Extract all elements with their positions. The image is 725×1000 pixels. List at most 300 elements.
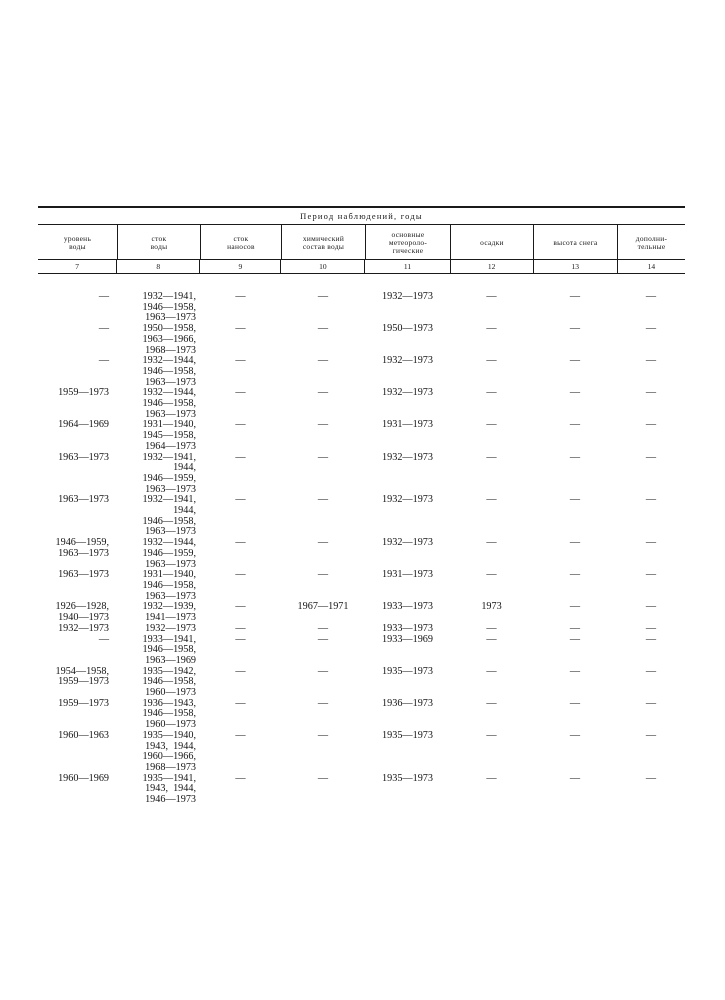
- table-cell: [450, 356, 533, 388]
- table-cell: [281, 570, 365, 602]
- cell-line: 1935—1973: [382, 729, 433, 741]
- cell-line: —: [645, 729, 657, 741]
- cell-line: 1940—1973: [58, 612, 109, 624]
- cell-line: 1967—1971: [297, 601, 349, 613]
- cell-line: 1964—1969: [58, 419, 109, 431]
- cell-line: 1959—1973: [58, 387, 109, 399]
- table-cell: [533, 388, 617, 420]
- table-cell: [365, 774, 450, 806]
- cell-line: 1932—1941,: [142, 494, 196, 506]
- header-sediment-discharge: [200, 225, 281, 259]
- header-text: химический состав воды: [302, 233, 345, 251]
- cell-line: —: [569, 537, 581, 549]
- cell-line: —: [317, 697, 329, 709]
- header-text: сток наносов: [227, 233, 255, 251]
- table-row: [38, 453, 685, 496]
- cell-line: 1963—1973: [58, 451, 109, 463]
- cell-line: —: [645, 537, 657, 549]
- cell-line: 1931—1973: [382, 419, 433, 431]
- cell-line: —: [235, 697, 246, 709]
- cell-line: 1959—1973: [58, 676, 109, 688]
- cell-line: —: [569, 569, 581, 581]
- cell-line: 1931—1940,: [142, 419, 196, 431]
- table-cell: [450, 420, 533, 452]
- table-cell: [117, 699, 200, 731]
- table-cell: [117, 731, 200, 774]
- cell-line: 1960—1973: [145, 687, 196, 699]
- header-text: основные метеороло- гические: [388, 229, 428, 256]
- cell-line: 1933—1973: [382, 622, 433, 634]
- cell-line: —: [235, 494, 246, 506]
- cell-line: 1963—1966,: [142, 333, 196, 345]
- cell-line: —: [569, 633, 581, 645]
- table-cell: [450, 774, 533, 806]
- cell-line: 1968—1973: [145, 761, 196, 773]
- table-cell: [281, 624, 365, 635]
- column-number: 9: [199, 260, 280, 273]
- cell-line: —: [98, 633, 109, 645]
- cell-line: —: [486, 729, 497, 741]
- cell-line: 1932—1944,: [142, 387, 196, 399]
- table-cell: [533, 570, 617, 602]
- table-cell: [38, 731, 117, 774]
- table-cell: [533, 635, 617, 667]
- table-cell: [617, 570, 685, 602]
- cell-line: 1963—1973: [58, 569, 109, 581]
- cell-line: 1963—1973: [145, 526, 196, 538]
- cell-line: —: [317, 419, 329, 431]
- table-cell: [200, 774, 281, 806]
- cell-line: —: [98, 323, 109, 335]
- cell-line: —: [317, 494, 329, 506]
- cell-line: —: [569, 291, 581, 302]
- header-text: сток воды: [150, 233, 168, 251]
- cell-line: 1943, 1944,: [145, 740, 196, 752]
- table-cell: [450, 538, 533, 570]
- cell-line: 1933—1973: [382, 601, 433, 613]
- cell-line: —: [569, 729, 581, 741]
- table-cell: [617, 667, 685, 699]
- table-cell: [450, 699, 533, 731]
- table-row: [38, 774, 685, 806]
- cell-line: 1932—1941,: [142, 291, 196, 302]
- cell-line: 1946—1959,: [55, 537, 109, 549]
- table-cell: [450, 602, 533, 623]
- cell-line: —: [486, 633, 497, 645]
- cell-line: 1963—1969: [145, 654, 196, 666]
- cell-line: —: [235, 451, 246, 463]
- table-cell: [533, 324, 617, 356]
- cell-line: 1960—1969: [58, 772, 109, 784]
- table-cell: [117, 292, 200, 324]
- cell-line: 1968—1973: [145, 344, 196, 356]
- header-precipitation: [450, 225, 533, 259]
- header-text: дополни- тельные: [635, 233, 668, 251]
- column-number: 8: [116, 260, 199, 273]
- cell-line: —: [486, 622, 497, 634]
- table-cell: [533, 538, 617, 570]
- cell-line: —: [486, 665, 497, 677]
- cell-line: 1944,: [173, 505, 196, 517]
- cell-line: —: [98, 291, 109, 302]
- cell-line: —: [645, 291, 657, 302]
- table-cell: [281, 774, 365, 806]
- header-water-discharge: [117, 225, 200, 259]
- cell-line: —: [486, 323, 497, 335]
- cell-line: —: [317, 355, 329, 367]
- table-cell: [281, 731, 365, 774]
- table-cell: [117, 570, 200, 602]
- table-cell: [200, 388, 281, 420]
- table-cell: [281, 292, 365, 324]
- table-cell: [117, 774, 200, 806]
- cell-line: 1935—1940,: [142, 729, 196, 741]
- table-row: [38, 538, 685, 570]
- table-row: [38, 292, 685, 324]
- column-headers: [38, 225, 685, 260]
- cell-line: —: [486, 537, 497, 549]
- table-cell: [450, 667, 533, 699]
- table-cell: [117, 495, 200, 538]
- cell-line: 1946—1958,: [142, 301, 196, 313]
- table-cell: [200, 624, 281, 635]
- cell-line: —: [235, 622, 246, 634]
- table-cell: [200, 538, 281, 570]
- cell-line: —: [486, 451, 497, 463]
- table-cell: [450, 570, 533, 602]
- table-cell: [450, 324, 533, 356]
- table-cell: [38, 774, 117, 806]
- table-row: [38, 495, 685, 538]
- header-text: осадки: [480, 237, 504, 247]
- cell-line: —: [235, 291, 246, 302]
- table-cell: [617, 635, 685, 667]
- table-row: [38, 699, 685, 731]
- cell-line: —: [645, 697, 657, 709]
- cell-line: —: [486, 291, 497, 302]
- cell-line: 1946—1973: [145, 794, 196, 806]
- table-row: [38, 356, 685, 388]
- table-row: [38, 624, 685, 635]
- table-cell: [365, 324, 450, 356]
- table-cell: [38, 538, 117, 570]
- table-cell: [200, 602, 281, 623]
- table-cell: [38, 388, 117, 420]
- table-cell: [38, 570, 117, 602]
- table-cell: [117, 356, 200, 388]
- table-cell: [281, 495, 365, 538]
- cell-line: —: [645, 622, 657, 634]
- cell-line: 1931—1973: [382, 569, 433, 581]
- table-cell: [617, 774, 685, 806]
- table-cell: [38, 624, 117, 635]
- table-cell: [200, 356, 281, 388]
- table-row: [38, 570, 685, 602]
- cell-line: 1932—1944,: [142, 537, 196, 549]
- table-cell: [281, 602, 365, 623]
- table-cell: [450, 388, 533, 420]
- column-number: 7: [75, 262, 79, 271]
- cell-line: —: [317, 729, 329, 741]
- table-cell: [533, 602, 617, 623]
- cell-line: —: [645, 665, 657, 677]
- cell-line: 1963—1973: [58, 547, 109, 559]
- header-water-level: [38, 225, 117, 259]
- header-meteorological: [365, 225, 450, 259]
- cell-line: 1932—1941,: [142, 451, 196, 463]
- table-cell: [281, 324, 365, 356]
- table-cell: [38, 324, 117, 356]
- cell-line: —: [645, 451, 657, 463]
- cell-line: —: [645, 387, 657, 399]
- cell-line: —: [235, 419, 246, 431]
- table-cell: [450, 731, 533, 774]
- table-cell: [200, 699, 281, 731]
- cell-line: 1946—1958,: [142, 515, 196, 527]
- cell-line: 1936—1973: [382, 697, 433, 709]
- table-cell: [117, 602, 200, 623]
- cell-line: 1946—1958,: [142, 644, 196, 656]
- table-cell: [365, 699, 450, 731]
- table-cell: [281, 667, 365, 699]
- table-cell: [533, 420, 617, 452]
- table-cell: [617, 292, 685, 324]
- table-cell: [365, 602, 450, 623]
- cell-line: 1935—1942,: [142, 665, 196, 677]
- table-cell: [38, 602, 117, 623]
- cell-line: 1945—1958,: [142, 430, 196, 442]
- cell-line: 1954—1958,: [55, 665, 109, 677]
- table-cell: [533, 774, 617, 806]
- table-cell: [617, 356, 685, 388]
- table-cell: [117, 324, 200, 356]
- table-cell: [365, 292, 450, 324]
- cell-line: 1964—1973: [145, 440, 196, 452]
- table-cell: [533, 292, 617, 324]
- table-cell: [617, 731, 685, 774]
- table-cell: [38, 292, 117, 324]
- table-row: [38, 420, 685, 452]
- table-cell: [281, 388, 365, 420]
- table-cell: [617, 699, 685, 731]
- header-text: высота снега: [553, 237, 598, 247]
- cell-line: 1959—1973: [58, 697, 109, 709]
- table-cell: [365, 624, 450, 635]
- table-cell: [200, 570, 281, 602]
- cell-line: 1941—1973: [145, 612, 196, 624]
- cell-line: 1932—1973: [382, 355, 433, 367]
- table-cell: [117, 388, 200, 420]
- table-cell: [200, 731, 281, 774]
- cell-line: —: [235, 665, 246, 677]
- cell-line: 1933—1941,: [142, 633, 196, 645]
- cell-line: —: [569, 355, 581, 367]
- table-cell: [200, 495, 281, 538]
- header-text: уровень воды: [63, 233, 92, 251]
- cell-line: 1950—1973: [382, 323, 433, 335]
- cell-line: 1932—1973: [382, 387, 433, 399]
- cell-line: —: [569, 387, 581, 399]
- table-cell: [365, 453, 450, 496]
- cell-line: —: [486, 494, 497, 506]
- cell-line: —: [486, 387, 497, 399]
- cell-line: —: [317, 323, 329, 335]
- table-cell: [200, 420, 281, 452]
- table-cell: [450, 453, 533, 496]
- table-cell: [117, 635, 200, 667]
- cell-line: —: [645, 772, 657, 784]
- cell-line: 1932—1973: [382, 537, 433, 549]
- cell-line: 1963—1973: [145, 558, 196, 570]
- cell-line: 1963—1973: [145, 483, 196, 495]
- table-cell: [117, 420, 200, 452]
- header-snow-depth: [533, 225, 617, 259]
- cell-line: —: [569, 323, 581, 335]
- table-cell: [533, 624, 617, 635]
- table-cell: [200, 635, 281, 667]
- cell-line: —: [317, 665, 329, 677]
- table-row: [38, 602, 685, 623]
- cell-line: 1963—1973: [145, 312, 196, 324]
- table-cell: [365, 570, 450, 602]
- cell-line: —: [645, 633, 657, 645]
- table-cell: [450, 495, 533, 538]
- table-cell: [281, 635, 365, 667]
- cell-line: 1932—1973: [382, 451, 433, 463]
- table-cell: [365, 356, 450, 388]
- table-cell: [533, 495, 617, 538]
- table-cell: [281, 699, 365, 731]
- cell-line: 1935—1973: [382, 665, 433, 677]
- table-cell: [617, 624, 685, 635]
- cell-line: —: [317, 387, 329, 399]
- table-cell: [38, 356, 117, 388]
- table-cell: [38, 453, 117, 496]
- cell-line: 1960—1973: [145, 719, 196, 731]
- cell-line: —: [645, 601, 657, 613]
- table-cell: [38, 667, 117, 699]
- table-cell: [365, 667, 450, 699]
- cell-line: 1943, 1944,: [145, 783, 196, 795]
- cell-line: —: [645, 323, 657, 335]
- cell-line: —: [235, 772, 246, 784]
- cell-line: —: [235, 729, 246, 741]
- cell-line: 1932—1973: [382, 494, 433, 506]
- cell-line: —: [317, 537, 329, 549]
- table-cell: [38, 495, 117, 538]
- cell-line: —: [317, 633, 329, 645]
- cell-line: —: [317, 622, 329, 634]
- cell-line: —: [486, 355, 497, 367]
- cell-line: —: [235, 537, 246, 549]
- cell-line: —: [235, 387, 246, 399]
- observation-period-table: [38, 206, 685, 806]
- cell-line: 1935—1941,: [142, 772, 196, 784]
- cell-line: 1926—1928,: [55, 601, 109, 613]
- table-cell: [281, 420, 365, 452]
- cell-line: 1933—1969: [382, 633, 433, 645]
- table-cell: [533, 731, 617, 774]
- cell-line: —: [569, 622, 581, 634]
- table-row: [38, 635, 685, 667]
- cell-line: 1946—1958,: [142, 676, 196, 688]
- table-cell: [38, 699, 117, 731]
- cell-line: 1963—1973: [58, 494, 109, 506]
- table-cell: [365, 495, 450, 538]
- cell-line: 1963—1973: [145, 408, 196, 420]
- column-number: 11: [364, 260, 449, 273]
- cell-line: —: [317, 569, 329, 581]
- table-cell: [117, 538, 200, 570]
- cell-line: —: [569, 772, 581, 784]
- table-cell: [617, 324, 685, 356]
- table-cell: [617, 495, 685, 538]
- header-additional: [617, 225, 685, 259]
- cell-line: —: [235, 633, 246, 645]
- table-cell: [117, 667, 200, 699]
- cell-line: 1946—1958,: [142, 398, 196, 410]
- cell-line: 1932—1973: [145, 622, 196, 634]
- cell-line: 1932—1973: [382, 291, 433, 302]
- cell-line: —: [317, 451, 329, 463]
- table-cell: [117, 624, 200, 635]
- cell-line: 1950—1958,: [142, 323, 196, 335]
- table-cell: [281, 538, 365, 570]
- cell-line: —: [486, 697, 497, 709]
- table-cell: [533, 699, 617, 731]
- table-cell: [365, 388, 450, 420]
- table-cell: [200, 292, 281, 324]
- cell-line: —: [235, 323, 246, 335]
- cell-line: 1936—1943,: [142, 697, 196, 709]
- cell-line: 1944,: [173, 462, 196, 474]
- cell-line: —: [569, 494, 581, 506]
- table-cell: [533, 453, 617, 496]
- cell-line: —: [317, 291, 329, 302]
- cell-line: 1946—1959,: [142, 472, 196, 484]
- table-row: [38, 731, 685, 774]
- cell-line: —: [569, 451, 581, 463]
- cell-line: —: [486, 569, 497, 581]
- cell-line: 1935—1973: [382, 772, 433, 784]
- header-chemical-composition: [281, 225, 365, 259]
- cell-line: —: [569, 601, 581, 613]
- column-number: 14: [617, 260, 685, 273]
- cell-line: —: [98, 355, 109, 367]
- cell-line: —: [645, 569, 657, 581]
- table-cell: [533, 356, 617, 388]
- table-cell: [38, 420, 117, 452]
- table-cell: [617, 388, 685, 420]
- table-cell: [617, 420, 685, 452]
- cell-line: 1946—1958,: [142, 579, 196, 591]
- cell-line: —: [569, 419, 581, 431]
- table-cell: [200, 324, 281, 356]
- table-cell: [281, 356, 365, 388]
- cell-line: —: [569, 665, 581, 677]
- column-number: 10: [280, 260, 364, 273]
- table-cell: [365, 635, 450, 667]
- column-number: 12: [450, 260, 533, 273]
- cell-line: 1963—1973: [145, 376, 196, 388]
- table-row: [38, 324, 685, 356]
- table-cell: [365, 420, 450, 452]
- column-numbers: [38, 260, 685, 274]
- table-row: [38, 388, 685, 420]
- cell-line: —: [645, 494, 657, 506]
- cell-line: —: [645, 419, 657, 431]
- cell-line: 1946—1959,: [142, 547, 196, 559]
